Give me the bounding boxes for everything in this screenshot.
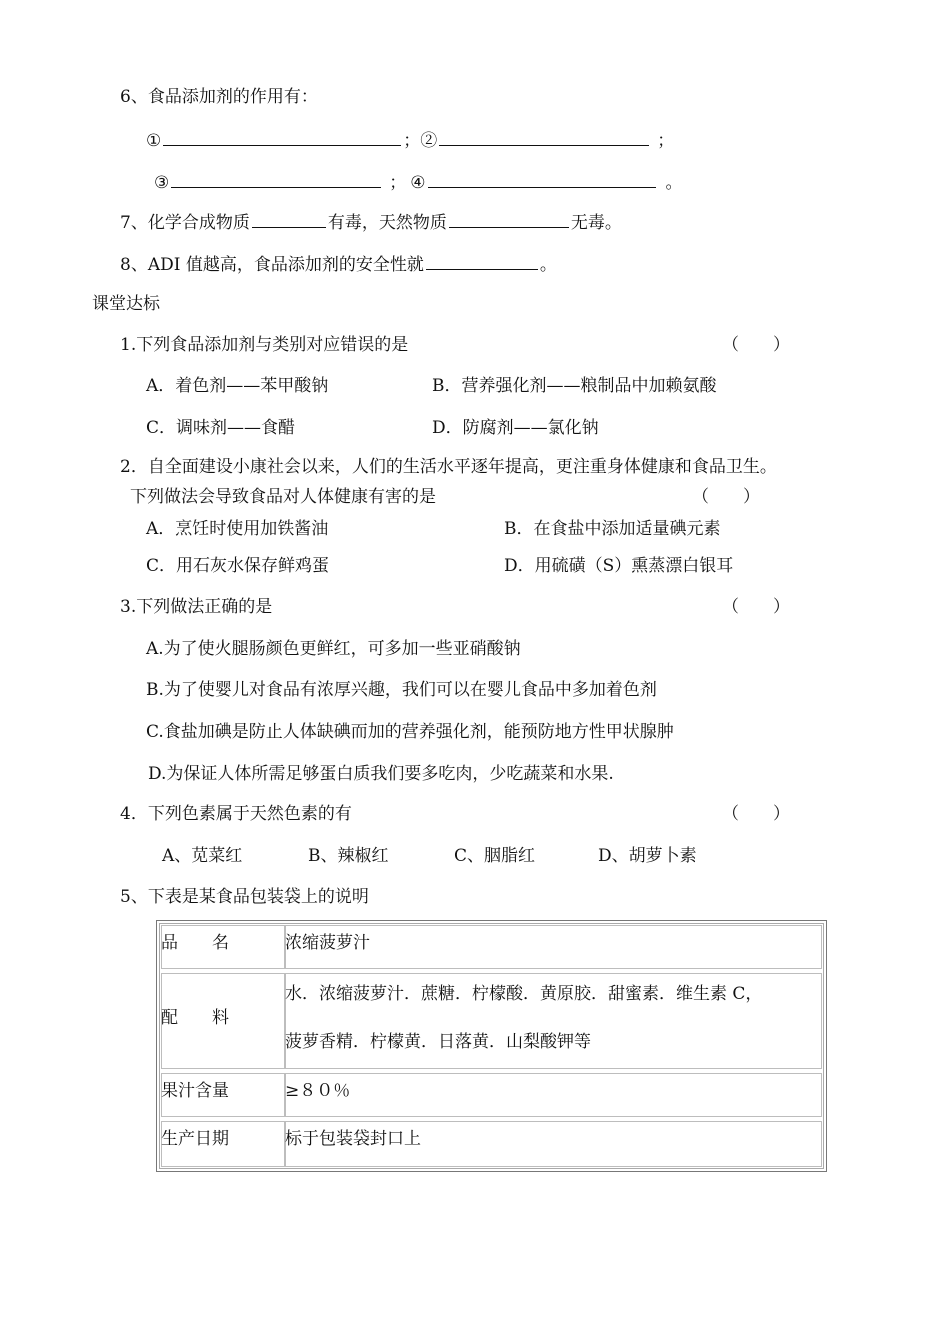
mc-q1-option-b: B．营养强化剂——粮制品中加赖氨酸: [432, 376, 717, 396]
q8-part1: 8、ADI 值越高，食品添加剂的安全性就: [120, 255, 424, 275]
q6-separator-3: ；: [389, 173, 407, 193]
table-cell-value-3: [285, 1073, 822, 1117]
q7-part3: 无毒。: [570, 213, 622, 233]
q7-blank-1[interactable]: [252, 210, 326, 228]
q7-blank-2[interactable]: [449, 210, 569, 228]
q6-title: 6、食品添加剂的作用有：: [120, 87, 318, 107]
mc-q4-option-b: B、辣椒红: [308, 846, 389, 866]
mc-q1-option-d: D．防腐剂——氯化钠: [432, 418, 599, 438]
q8-blank[interactable]: [426, 252, 538, 270]
section-title: 课堂达标: [92, 294, 160, 314]
mc-q3-stem: 3.下列做法正确的是: [120, 597, 273, 617]
mc-q2-option-d: D．用硫磺（S）熏蒸漂白银耳: [504, 556, 734, 576]
q6-blank-3[interactable]: [171, 170, 381, 188]
q7-part2: 有毒，天然物质: [327, 213, 447, 233]
q6-marker-2: ②: [420, 131, 438, 151]
table-row-2-value-line2: 菠萝香精．柠檬黄．日落黄．山梨酸钾等: [285, 1032, 591, 1052]
mc-q2-option-c: C．用石灰水保存鲜鸡蛋: [146, 556, 330, 576]
mc-q4-stem: 4．下列色素属于天然色素的有: [120, 804, 352, 824]
product-info-table: [156, 920, 827, 1172]
q6-marker-4: ④: [410, 173, 426, 193]
mc-q3-option-c: C.食盐加碘是防止人体缺碘而加的营养强化剂，能预防地方性甲状腺肿: [146, 722, 674, 742]
q6-blank-1[interactable]: [163, 128, 401, 146]
q6-marker-1: ①: [146, 131, 162, 151]
q6-blank-row-2: [154, 170, 683, 194]
table-row-3-label: 果汁含量: [161, 1081, 229, 1101]
q6-separator-1: ；: [403, 131, 421, 151]
table-row-3-value: ≥８０％: [285, 1081, 351, 1101]
mc-q3-option-d: D.为保证人体所需足够蛋白质我们要多吃肉，少吃蔬菜和水果.: [148, 764, 614, 784]
q7: [120, 210, 622, 234]
mc-q2-option-b: B．在食盐中添加适量碘元素: [504, 519, 721, 539]
mc-q2-answer-paren[interactable]: （ ）: [692, 487, 760, 507]
mc-q2-stem-line1: 2．自全面建设小康社会以来，人们的生活水平逐年提高，更注重身体健康和食品卫生。: [120, 457, 777, 477]
mc-q3-answer-paren[interactable]: （ ）: [722, 597, 790, 617]
q6-blank-4[interactable]: [428, 170, 656, 188]
q6-separator-2: ；: [657, 131, 675, 151]
mc-q4-option-c: C、胭脂红: [454, 846, 536, 866]
mc-q4-answer-paren[interactable]: （ ）: [722, 804, 790, 824]
q5-title: 5、下表是某食品包装袋上的说明: [120, 887, 369, 907]
q6-blank-row-1: [146, 128, 674, 152]
mc-q1-option-a: A．着色剂——苯甲酸钠: [146, 376, 329, 396]
table-row-1-label: 品 名: [161, 933, 229, 953]
q6-end: 。: [665, 173, 683, 193]
table-row-1-value: 浓缩菠萝汁: [285, 933, 370, 953]
mc-q1-answer-paren[interactable]: （ ）: [722, 335, 790, 355]
q6-marker-3: ③: [154, 173, 170, 193]
mc-q3-option-b: B.为了使婴儿对食品有浓厚兴趣，我们可以在婴儿食品中多加着色剂: [146, 680, 657, 700]
table-row-2-value-line1: 水．浓缩菠萝汁．蔗糖．柠檬酸．黄原胶．甜蜜素．维生素 C，: [285, 984, 763, 1004]
q8-part2: 。: [539, 255, 557, 275]
q8: [120, 252, 557, 276]
mc-q2-option-a: A．烹饪时使用加铁酱油: [146, 519, 329, 539]
mc-q3-option-a: A.为了使火腿肠颜色更鲜红，可多加一些亚硝酸钠: [146, 639, 521, 659]
table-row-2-label: 配 料: [161, 1008, 229, 1028]
table-row-4-label: 生产日期: [161, 1129, 229, 1149]
mc-q1-option-c: C．调味剂——食醋: [146, 418, 296, 438]
q6-blank-2[interactable]: [439, 128, 649, 146]
table-row-4-value: 标于包装袋封口上: [285, 1129, 421, 1149]
mc-q2-stem-line2: 下列做法会导致食品对人体健康有害的是: [130, 487, 436, 507]
mc-q4-option-a: A、苋菜红: [162, 846, 243, 866]
q7-part1: 7、化学合成物质: [120, 213, 250, 233]
mc-q1-stem: 1.下列食品添加剂与类别对应错误的是: [120, 335, 409, 355]
mc-q4-option-d: D、胡萝卜素: [598, 846, 697, 866]
